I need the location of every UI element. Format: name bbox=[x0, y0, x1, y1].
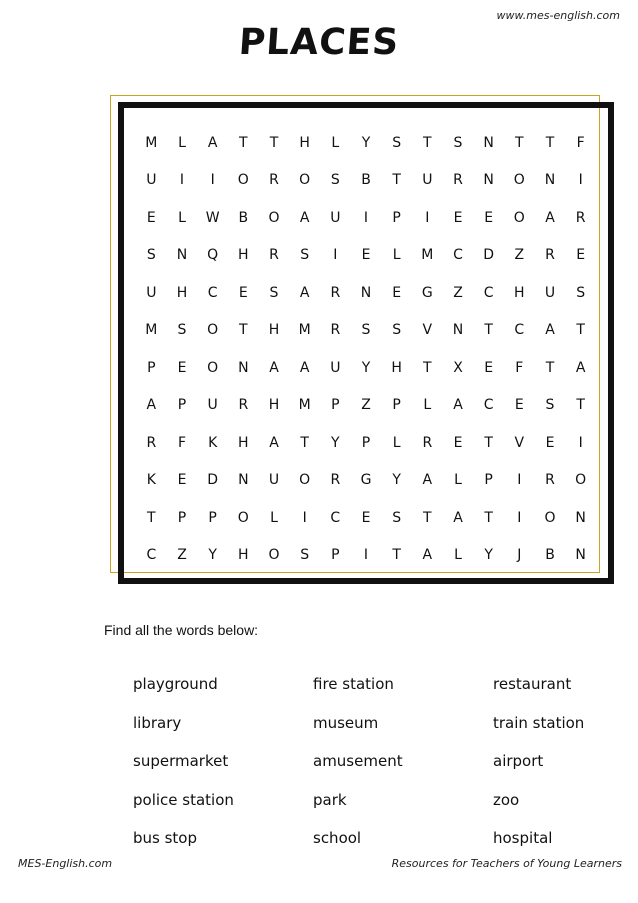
grid-letter: S bbox=[361, 322, 371, 339]
grid-letter: L bbox=[178, 209, 186, 226]
grid-letter: H bbox=[238, 247, 249, 264]
grid-letter: S bbox=[545, 397, 555, 414]
word-list-item: zoo bbox=[493, 790, 520, 809]
grid-letter: A bbox=[299, 284, 310, 301]
word-list-item: park bbox=[313, 790, 347, 809]
grid-letter: Z bbox=[514, 247, 525, 264]
grid-letter: C bbox=[146, 547, 157, 564]
grid-letter: K bbox=[146, 472, 156, 489]
grid-letter: H bbox=[238, 434, 249, 451]
grid-letter: T bbox=[239, 322, 248, 339]
grid-letter: P bbox=[177, 509, 187, 526]
grid-letter: E bbox=[453, 434, 463, 451]
grid-letter: A bbox=[545, 209, 555, 226]
grid-letter: N bbox=[483, 134, 494, 151]
grid-letter: I bbox=[210, 172, 215, 189]
word-list bbox=[133, 665, 613, 855]
grid-letter: A bbox=[453, 397, 463, 414]
word-list-item: bus stop bbox=[133, 829, 198, 848]
grid-letter: P bbox=[208, 509, 217, 526]
grid-letter: E bbox=[514, 397, 524, 414]
grid-letter: R bbox=[269, 172, 279, 189]
grid-letter: P bbox=[331, 397, 340, 414]
grid-letter: L bbox=[454, 547, 462, 564]
grid-letter: K bbox=[208, 434, 218, 451]
word-list-item: fire station bbox=[313, 675, 394, 694]
grid-letter: E bbox=[177, 472, 187, 489]
grid-letter: N bbox=[238, 359, 249, 376]
grid-letter: L bbox=[331, 134, 340, 151]
grid-letter: O bbox=[207, 322, 219, 339]
word-list-item: school bbox=[313, 829, 362, 848]
grid-letter: L bbox=[392, 434, 401, 451]
grid-letter: N bbox=[544, 172, 556, 189]
word-list-item: playground bbox=[133, 675, 218, 694]
grid-letter: U bbox=[330, 359, 341, 376]
grid-letter: T bbox=[576, 397, 585, 414]
grid-letter: U bbox=[146, 284, 157, 301]
grid-letter: E bbox=[484, 209, 494, 226]
grid-letter: W bbox=[205, 209, 220, 226]
grid-letter: T bbox=[147, 509, 156, 526]
grid-letter: Q bbox=[207, 247, 219, 264]
grid-letter: B bbox=[545, 547, 555, 564]
grid-letter: O bbox=[513, 209, 525, 226]
grid-letter: Y bbox=[331, 434, 340, 451]
word-list-item: amusement bbox=[313, 752, 403, 771]
grid-letter: E bbox=[361, 247, 371, 264]
word-search-grid bbox=[136, 124, 596, 574]
grid-letter: A bbox=[269, 434, 279, 451]
grid-letter: Y bbox=[361, 359, 371, 376]
grid-letter: A bbox=[299, 359, 310, 376]
grid-letter: T bbox=[484, 509, 493, 526]
instruction-text: Find all the words below: bbox=[104, 622, 259, 638]
grid-letter: N bbox=[360, 284, 372, 301]
grid-letter: E bbox=[484, 359, 494, 376]
grid-letter: E bbox=[392, 284, 402, 301]
grid-letter: L bbox=[454, 472, 462, 489]
grid-letter: T bbox=[423, 134, 432, 151]
grid-letter: J bbox=[517, 547, 522, 564]
word-list-item: restaurant bbox=[493, 675, 572, 694]
grid-letter: V bbox=[514, 434, 525, 451]
grid-letter: U bbox=[422, 172, 433, 189]
grid-letter: T bbox=[484, 322, 493, 339]
grid-letter: P bbox=[392, 209, 401, 226]
grid-letter: I bbox=[333, 247, 338, 264]
grid-letter: E bbox=[177, 359, 187, 376]
grid-letter: E bbox=[361, 509, 371, 526]
footer-tagline: Resources for Teachers of Young Learners bbox=[391, 857, 622, 870]
grid-letter: O bbox=[237, 172, 249, 189]
grid-letter: N bbox=[575, 509, 586, 526]
word-list-item: supermarket bbox=[133, 752, 229, 771]
grid-letter: E bbox=[545, 434, 555, 451]
grid-letter: S bbox=[392, 509, 402, 526]
grid-letter: A bbox=[146, 397, 157, 414]
grid-letter: R bbox=[238, 397, 249, 414]
grid-letter: M bbox=[145, 322, 158, 339]
grid-letter: Y bbox=[361, 134, 371, 151]
grid-letter: R bbox=[422, 434, 433, 451]
grid-letter: R bbox=[453, 172, 463, 189]
grid-letter: T bbox=[545, 134, 555, 151]
grid-letter: L bbox=[178, 134, 186, 151]
grid-letter: M bbox=[298, 322, 311, 339]
grid-letter: N bbox=[452, 322, 464, 339]
grid-letter: U bbox=[146, 172, 157, 189]
grid-letter: I bbox=[363, 547, 369, 564]
grid-letter: S bbox=[330, 172, 340, 189]
grid-letter: A bbox=[422, 547, 433, 564]
grid-letter: R bbox=[545, 247, 555, 264]
grid-letter: E bbox=[453, 209, 463, 226]
grid-letter: I bbox=[302, 509, 307, 526]
grid-letter: O bbox=[513, 172, 525, 189]
grid-letter: T bbox=[423, 359, 432, 376]
grid-letter: L bbox=[423, 397, 432, 414]
grid-letter: C bbox=[453, 247, 463, 264]
grid-letter: F bbox=[515, 359, 524, 376]
grid-letter: N bbox=[176, 247, 188, 264]
grid-letter: T bbox=[545, 359, 555, 376]
grid-letter: S bbox=[300, 547, 310, 564]
grid-letter: I bbox=[578, 172, 583, 189]
grid-letter: O bbox=[575, 472, 587, 489]
grid-letter: M bbox=[298, 397, 311, 414]
grid-letter: P bbox=[177, 397, 187, 414]
grid-letter: S bbox=[177, 322, 187, 339]
grid-letter: U bbox=[330, 209, 341, 226]
grid-letter: I bbox=[517, 509, 522, 526]
grid-letter: R bbox=[330, 284, 341, 301]
grid-letter: H bbox=[268, 322, 280, 339]
grid-letter: R bbox=[545, 472, 555, 489]
grid-letter: R bbox=[575, 209, 586, 226]
grid-letter: E bbox=[576, 247, 586, 264]
word-list-item: hospital bbox=[493, 829, 553, 848]
word-list-item: library bbox=[133, 713, 182, 732]
grid-letter: S bbox=[269, 284, 279, 301]
grid-letter: O bbox=[544, 509, 556, 526]
grid-letter: H bbox=[299, 134, 310, 151]
grid-letter: B bbox=[238, 209, 249, 226]
grid-letter: M bbox=[145, 134, 158, 151]
grid-letter: N bbox=[238, 472, 249, 489]
grid-letter: R bbox=[269, 247, 279, 264]
grid-letter: E bbox=[146, 209, 156, 226]
page-title: PLACES bbox=[237, 22, 401, 63]
grid-letter: I bbox=[578, 434, 583, 451]
grid-letter: G bbox=[360, 472, 372, 489]
grid-letter: Z bbox=[361, 397, 371, 414]
grid-letter: O bbox=[268, 547, 280, 564]
grid-letter: V bbox=[422, 322, 433, 339]
word-list-item: police station bbox=[133, 790, 234, 809]
grid-letter: T bbox=[300, 434, 309, 451]
grid-letter: A bbox=[453, 509, 463, 526]
grid-letter: Z bbox=[453, 284, 463, 301]
grid-letter: S bbox=[146, 247, 156, 264]
grid-letter: X bbox=[453, 359, 463, 376]
grid-letter: A bbox=[545, 322, 555, 339]
grid-letter: T bbox=[515, 134, 524, 151]
grid-letter: G bbox=[421, 284, 433, 301]
footer-site-name: MES-English.com bbox=[18, 857, 113, 870]
grid-letter: A bbox=[269, 359, 279, 376]
grid-letter: T bbox=[269, 134, 279, 151]
grid-letter: N bbox=[483, 172, 494, 189]
grid-letter: I bbox=[517, 472, 522, 489]
grid-letter: S bbox=[392, 134, 402, 151]
grid-letter: P bbox=[392, 397, 401, 414]
grid-letter: L bbox=[270, 509, 278, 526]
grid-letter: U bbox=[207, 397, 218, 414]
grid-letter: R bbox=[330, 472, 341, 489]
word-list-item: museum bbox=[313, 713, 379, 732]
grid-letter: Y bbox=[484, 547, 493, 564]
grid-letter: D bbox=[207, 472, 219, 489]
grid-letter: O bbox=[299, 172, 311, 189]
grid-letter: O bbox=[268, 209, 280, 226]
grid-letter: C bbox=[514, 322, 525, 339]
grid-letter: U bbox=[544, 284, 556, 301]
grid-letter: T bbox=[576, 322, 585, 339]
word-list-item: airport bbox=[493, 752, 544, 771]
grid-letter: Z bbox=[177, 547, 187, 564]
word-list-item: train station bbox=[493, 713, 585, 732]
grid-letter: O bbox=[207, 359, 219, 376]
grid-letter: S bbox=[576, 284, 586, 301]
grid-letter: N bbox=[575, 547, 586, 564]
grid-letter: U bbox=[268, 472, 280, 489]
grid-letter: F bbox=[576, 134, 585, 151]
grid-letter: C bbox=[483, 397, 494, 414]
grid-letter: H bbox=[391, 359, 402, 376]
grid-letter: S bbox=[392, 322, 402, 339]
grid-letter: Y bbox=[208, 547, 217, 564]
grid-letter: P bbox=[331, 547, 340, 564]
grid-letter: P bbox=[484, 472, 493, 489]
grid-letter: C bbox=[483, 284, 494, 301]
grid-letter: H bbox=[514, 284, 525, 301]
grid-letter: S bbox=[300, 247, 310, 264]
grid-letter: T bbox=[484, 434, 493, 451]
grid-letter: H bbox=[238, 547, 249, 564]
grid-letter: P bbox=[361, 434, 371, 451]
grid-letter: I bbox=[425, 209, 430, 226]
grid-letter: O bbox=[237, 509, 249, 526]
grid-letter: F bbox=[177, 434, 187, 451]
grid-letter: H bbox=[268, 397, 280, 414]
grid-letter: E bbox=[238, 284, 248, 301]
grid-letter: R bbox=[146, 434, 157, 451]
site-url: www.mes-english.com bbox=[496, 9, 620, 22]
grid-letter: T bbox=[423, 509, 432, 526]
grid-letter: R bbox=[330, 322, 341, 339]
grid-letter: S bbox=[453, 134, 463, 151]
grid-letter: L bbox=[392, 247, 401, 264]
grid-letter: A bbox=[575, 359, 586, 376]
grid-letter: O bbox=[299, 472, 311, 489]
grid-letter: C bbox=[207, 284, 218, 301]
grid-letter: T bbox=[392, 172, 401, 189]
grid-letter: A bbox=[207, 134, 218, 151]
grid-letter: C bbox=[330, 509, 341, 526]
grid-letter: D bbox=[483, 247, 495, 264]
grid-letter: M bbox=[421, 247, 434, 264]
grid-letter: I bbox=[363, 209, 369, 226]
grid-letter: T bbox=[239, 134, 248, 151]
grid-letter: I bbox=[179, 172, 185, 189]
grid-letter: Y bbox=[392, 472, 401, 489]
grid-letter: T bbox=[392, 547, 401, 564]
grid-letter: A bbox=[299, 209, 310, 226]
grid-letter: A bbox=[422, 472, 433, 489]
grid-letter: B bbox=[361, 172, 371, 189]
grid-letter: H bbox=[176, 284, 188, 301]
grid-letter: P bbox=[147, 359, 156, 376]
